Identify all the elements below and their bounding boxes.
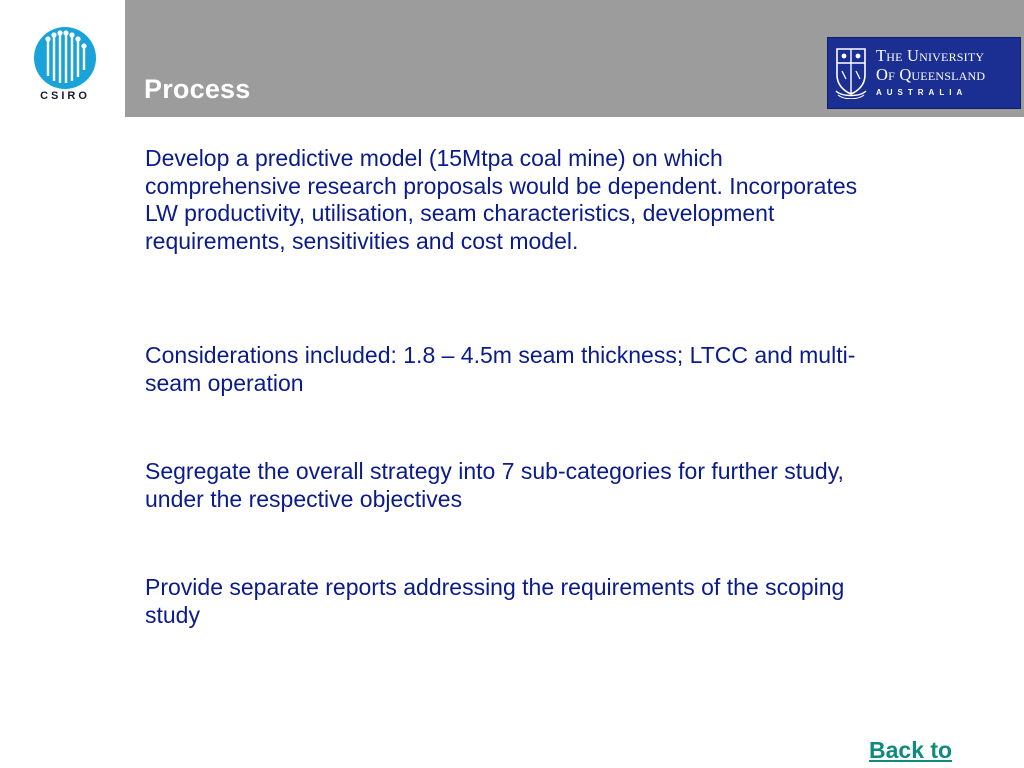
uq-line-1: The University: [876, 46, 985, 65]
csiro-globe-icon: [28, 26, 102, 90]
uq-line-2: Of Queensland: [876, 65, 986, 84]
uq-shield-icon: [834, 45, 868, 99]
uq-logo: [827, 37, 1021, 109]
bullet-separate-reports: Provide separate reports addressing the requirements of the scoping study: [145, 574, 845, 628]
bullet-considerations: Considerations included: 1.8 – 4.5m seam thickness; LTCC and multi-seam operation: [145, 342, 856, 396]
csiro-wordmark: CSIRO: [40, 90, 90, 102]
bullet-predictive-model: Develop a predictive model (15Mtpa coal mine) on which comprehensive research proposals would be dependent. Incorporates LW productivity, utilisation, seam characteristics, development requirements, sensitivities and cost model.: [145, 145, 858, 254]
uq-line-3: AUSTRALIA: [876, 88, 968, 97]
page-title: Process: [144, 74, 251, 104]
bullet-segregate-strategy: Segregate the overall strategy into 7 sub-categories for further study, under the respective objectives: [145, 458, 844, 512]
back-link[interactable]: Back to: [869, 737, 953, 763]
uq-wordmark: [876, 46, 985, 102]
